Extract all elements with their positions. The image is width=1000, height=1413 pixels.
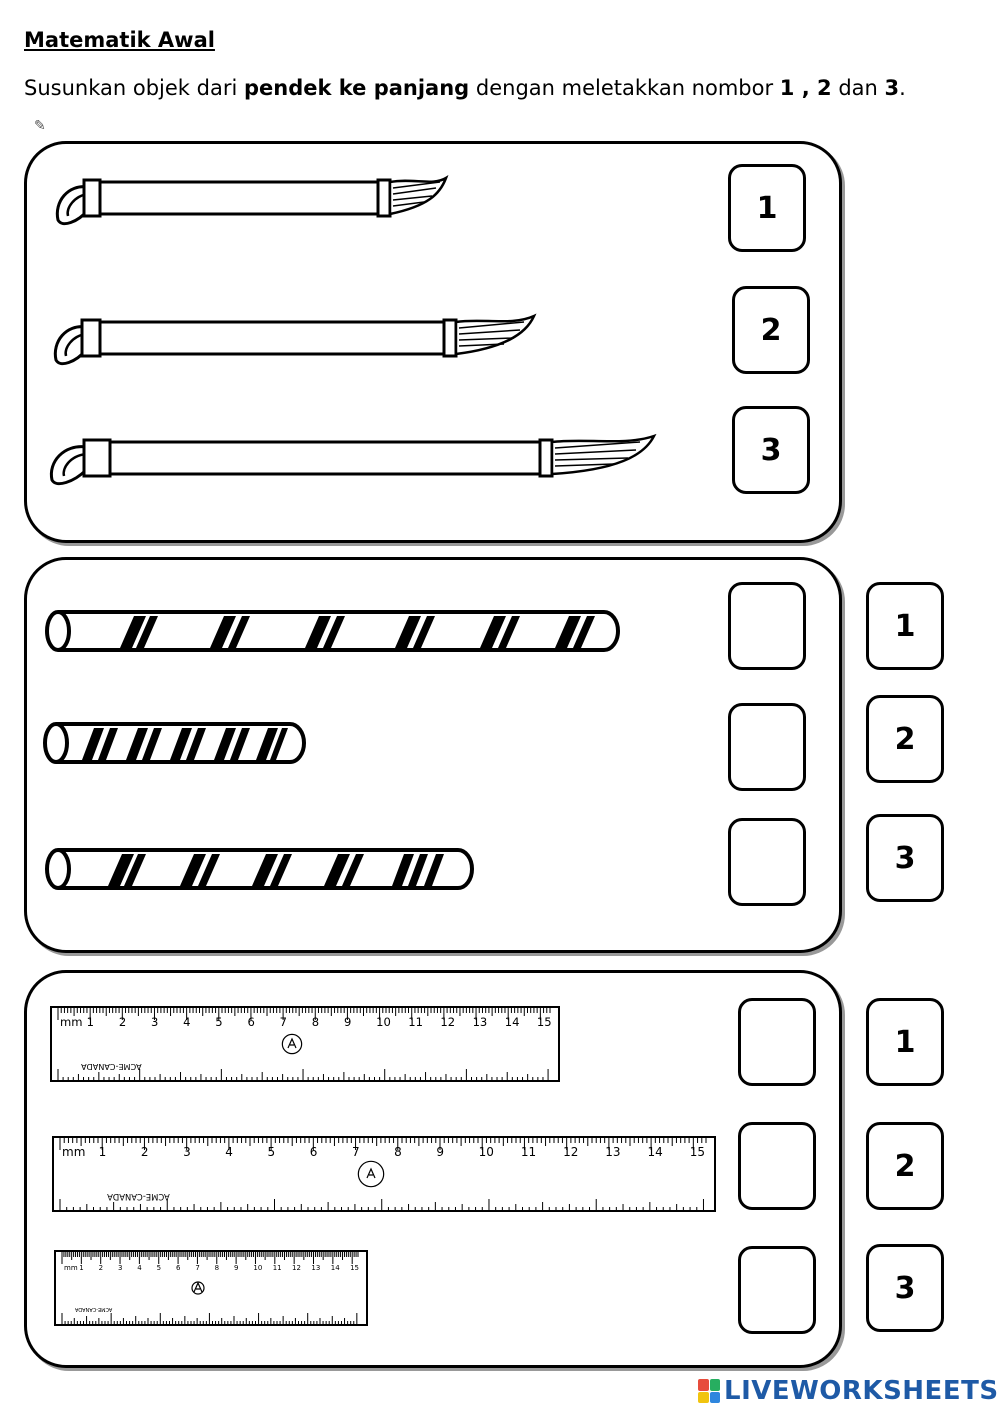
instruction-text [24, 76, 906, 100]
brush-long [40, 432, 660, 494]
number-tile-2[interactable]: 2 [866, 1122, 944, 1210]
ruler-number: 3 [150, 1015, 159, 1029]
instruction-part: dan [831, 76, 885, 100]
ruler-number: 1 [98, 1145, 107, 1159]
ruler-number: 12 [440, 1015, 456, 1029]
answer-box-ruler-1[interactable] [738, 998, 816, 1086]
ruler-number: 15 [536, 1015, 552, 1029]
ruler-number: 5 [156, 1264, 162, 1272]
ruler-number: 6 [309, 1145, 318, 1159]
ruler-number: 8 [394, 1145, 402, 1159]
ruler-number: 10 [478, 1145, 494, 1159]
svg-text:mm: mm [64, 1264, 78, 1272]
ruler-number: 9 [343, 1015, 352, 1029]
number-tile-1[interactable]: 1 [866, 998, 944, 1086]
logo-icon [698, 1379, 720, 1403]
number-tile-3[interactable]: 3 [866, 814, 944, 902]
ruler-number: 11 [408, 1015, 423, 1029]
ruler-number: 6 [175, 1264, 181, 1272]
svg-text:mm: mm [60, 1015, 83, 1029]
ruler-number: 7 [279, 1015, 287, 1029]
number-tile-3[interactable]: 3 [866, 1244, 944, 1332]
instruction-number: 1 [779, 76, 795, 100]
logo-square [698, 1392, 709, 1404]
instruction-part: Susunkan objek dari [24, 76, 244, 100]
ruler-number: 7 [351, 1145, 360, 1159]
ruler-number: 12 [563, 1145, 579, 1159]
ruler-brand: ACME-CANADA [74, 1306, 113, 1312]
ruler-number: 3 [183, 1145, 191, 1159]
ruler-number: 10 [376, 1015, 391, 1029]
logo-text: LIVEWORKSHEETS [724, 1376, 999, 1406]
ruler-number: 1 [79, 1264, 84, 1272]
ruler-number: 4 [225, 1145, 233, 1159]
ruler-number: 2 [98, 1264, 104, 1272]
ruler-number: 10 [253, 1264, 263, 1272]
ruler-number: 15 [689, 1145, 706, 1159]
ruler-number: 2 [140, 1145, 149, 1159]
decoration-icon: ✎ [34, 118, 46, 134]
ruler-number: 8 [311, 1015, 320, 1029]
instruction-part: . [899, 76, 906, 100]
ruler-brand: ACME-CANADA [107, 1192, 170, 1202]
ruler-number: 3 [117, 1264, 123, 1272]
svg-text:mm: mm [62, 1145, 86, 1159]
ruler-number: 5 [267, 1145, 276, 1159]
answer-box-ruler-3[interactable] [738, 1246, 816, 1334]
ruler-number: 12 [292, 1264, 301, 1272]
ruler-number: 13 [605, 1145, 621, 1159]
answer-box-straw-1[interactable] [728, 582, 806, 670]
ruler-number: 7 [195, 1264, 200, 1272]
logo-square [698, 1379, 709, 1391]
ruler-number: 9 [436, 1145, 445, 1159]
ruler-short [54, 1250, 370, 1330]
ruler-number: 5 [215, 1015, 223, 1029]
instruction-number: 3 [884, 76, 900, 100]
ruler-number: 14 [504, 1015, 520, 1029]
answer-box-straw-2[interactable] [728, 703, 806, 791]
ruler-number: 11 [272, 1264, 282, 1272]
ruler-number: 15 [350, 1264, 360, 1272]
ruler-number: 9 [234, 1264, 239, 1272]
ruler-medium [50, 1006, 562, 1086]
answer-box-brush-2[interactable]: 2 [732, 286, 810, 374]
number-tile-1[interactable]: 1 [866, 582, 944, 670]
instruction-separator: , [794, 76, 818, 100]
ruler-number: 13 [311, 1264, 321, 1272]
ruler-number: 1 [86, 1015, 95, 1029]
brush-short [48, 172, 458, 234]
number-tile-2[interactable]: 2 [866, 695, 944, 783]
liveworksheets-logo [698, 1376, 999, 1406]
ruler-number: 14 [647, 1145, 663, 1159]
answer-box-ruler-2[interactable] [738, 1122, 816, 1210]
ruler-number: 14 [330, 1264, 340, 1272]
ruler-long [52, 1136, 718, 1216]
instruction-emphasis: pendek ke panjang [243, 76, 470, 100]
logo-square [710, 1379, 721, 1391]
brush-medium [44, 312, 544, 374]
instruction-part: dengan meletakkan nombor [469, 76, 780, 100]
straw-long [44, 606, 626, 656]
ruler-number: 2 [118, 1015, 127, 1029]
logo-square [710, 1392, 721, 1404]
ruler-number: 13 [472, 1015, 488, 1029]
page-title: Matematik Awal [24, 28, 215, 52]
ruler-number: 4 [183, 1015, 191, 1029]
answer-box-brush-3[interactable]: 3 [732, 406, 810, 494]
ruler-number: 4 [137, 1264, 142, 1272]
ruler-number: 6 [247, 1015, 255, 1029]
answer-box-brush-1[interactable]: 1 [728, 164, 806, 252]
straw-short [42, 718, 310, 768]
straw-medium [44, 844, 480, 894]
instruction-number: 2 [817, 76, 832, 100]
ruler-number: 8 [214, 1264, 220, 1272]
ruler-brand: ACME-CANADA [81, 1062, 142, 1072]
answer-box-straw-3[interactable] [728, 818, 806, 906]
ruler-number: 11 [520, 1145, 537, 1159]
